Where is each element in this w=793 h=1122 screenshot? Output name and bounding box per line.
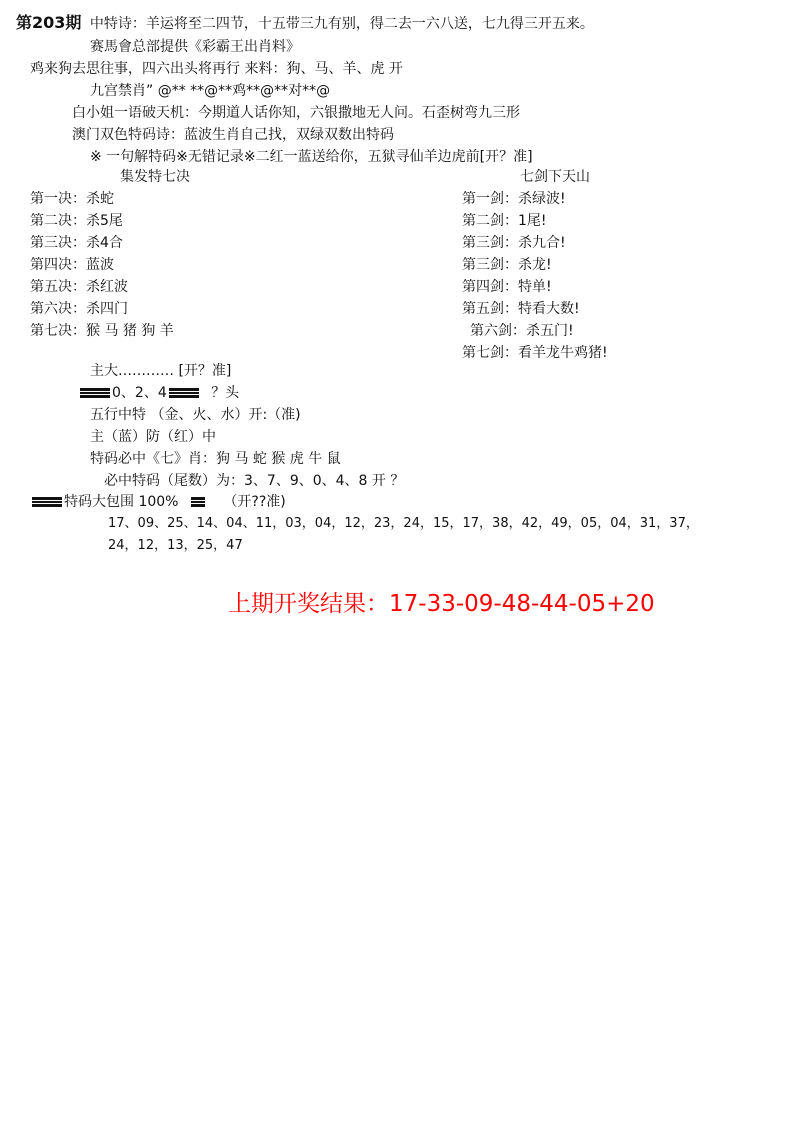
riddle-line: 鸡来狗去思往事，四六出头将再行 来料：狗、马、羊、虎 开: [30, 61, 403, 77]
tail-line: 必中特码（尾数）为：3、7、9、0、4、8 开 ？: [104, 473, 405, 489]
list-item: 第六决：杀四门: [30, 301, 128, 317]
list-item: 第一决：杀蛇: [30, 191, 114, 207]
head-numbers-line: [78, 384, 239, 402]
list-item: 第一剑：杀绿波!: [462, 191, 566, 207]
package-numbers-1: 17、09、25、14、04、11，03，04，12，23，24，15，17，38，42，49，05，04，31，37，: [108, 516, 699, 531]
triple-bar-icon: [32, 497, 62, 507]
last-result: 上期开奖结果：17-33-09-48-44-05+20: [228, 591, 655, 617]
header-line: [16, 14, 594, 33]
list-item: 第三剑：杀龙!: [462, 257, 552, 273]
one-sentence-line: ※ 一句解特码※无错记录※二红一蓝送给你，五狱寻仙羊边虎前[开？准]: [90, 149, 533, 165]
triple-bar-icon: [169, 388, 199, 398]
list-item: 第三剑：杀九合!: [462, 235, 566, 251]
list-item: 第二剑：1尾!: [462, 213, 547, 229]
special-poem: 中特诗：羊运将至二四节，十五带三九有别，得二去一六八送，七九得三开五来。: [89, 16, 594, 32]
forbidden-zodiac-line: 九宫禁肖” @** **@**鸡**@**对**@: [90, 83, 331, 99]
color-line: 主（蓝）防（红）中: [90, 429, 216, 445]
triple-bar-icon: [80, 388, 110, 398]
issue-number: 第203期: [16, 13, 82, 32]
triple-bar-icon: [191, 497, 205, 507]
head-numbers: 0、2、4: [112, 385, 167, 401]
package-suffix: （开??准): [223, 494, 286, 510]
miss-bai-line: 白小姐一语破天机：今期道人话你知，六银撒地无人问。石歪树弯九三形: [72, 105, 520, 121]
source-line: 赛馬會总部提供《彩霸王出肖料》: [90, 39, 300, 55]
list-item: 第七剑：看羊龙牛鸡猪!: [462, 345, 608, 361]
list-item: 第四决：蓝波: [30, 257, 114, 273]
list-item: 第六剑：杀五门!: [470, 323, 574, 339]
list-item: 第五决：杀红波: [30, 279, 128, 295]
list-item: 第三决：杀4合: [30, 235, 123, 251]
list-item: 第四剑：特单!: [462, 279, 552, 295]
head-suffix: ？头: [211, 385, 240, 401]
package-label: 特码大包围 100%: [64, 494, 179, 510]
package-numbers-2: 24，12，13，25，47: [108, 538, 243, 553]
wuxing-line: 五行中特 （金、火、水）开:（准): [90, 407, 301, 423]
zodiac-line: 特码必中《七》肖：狗 马 蛇 猴 虎 牛 鼠: [90, 451, 341, 467]
package-line: [30, 493, 286, 511]
list-item: 第五剑：特看大数!: [462, 301, 580, 317]
macau-poem-line: 澳门双色特码诗：蓝波生肖自己找，双绿双数出特码: [72, 127, 394, 143]
list-item: 第七决：猴 马 猪 狗 羊: [30, 323, 174, 339]
right-col-title: 七剑下天山: [520, 169, 590, 185]
list-item: 第二决：杀5尾: [30, 213, 123, 229]
zhu-da-line: 主大………… [开？准]: [90, 363, 232, 379]
left-col-title: 集发特七决: [120, 169, 190, 185]
